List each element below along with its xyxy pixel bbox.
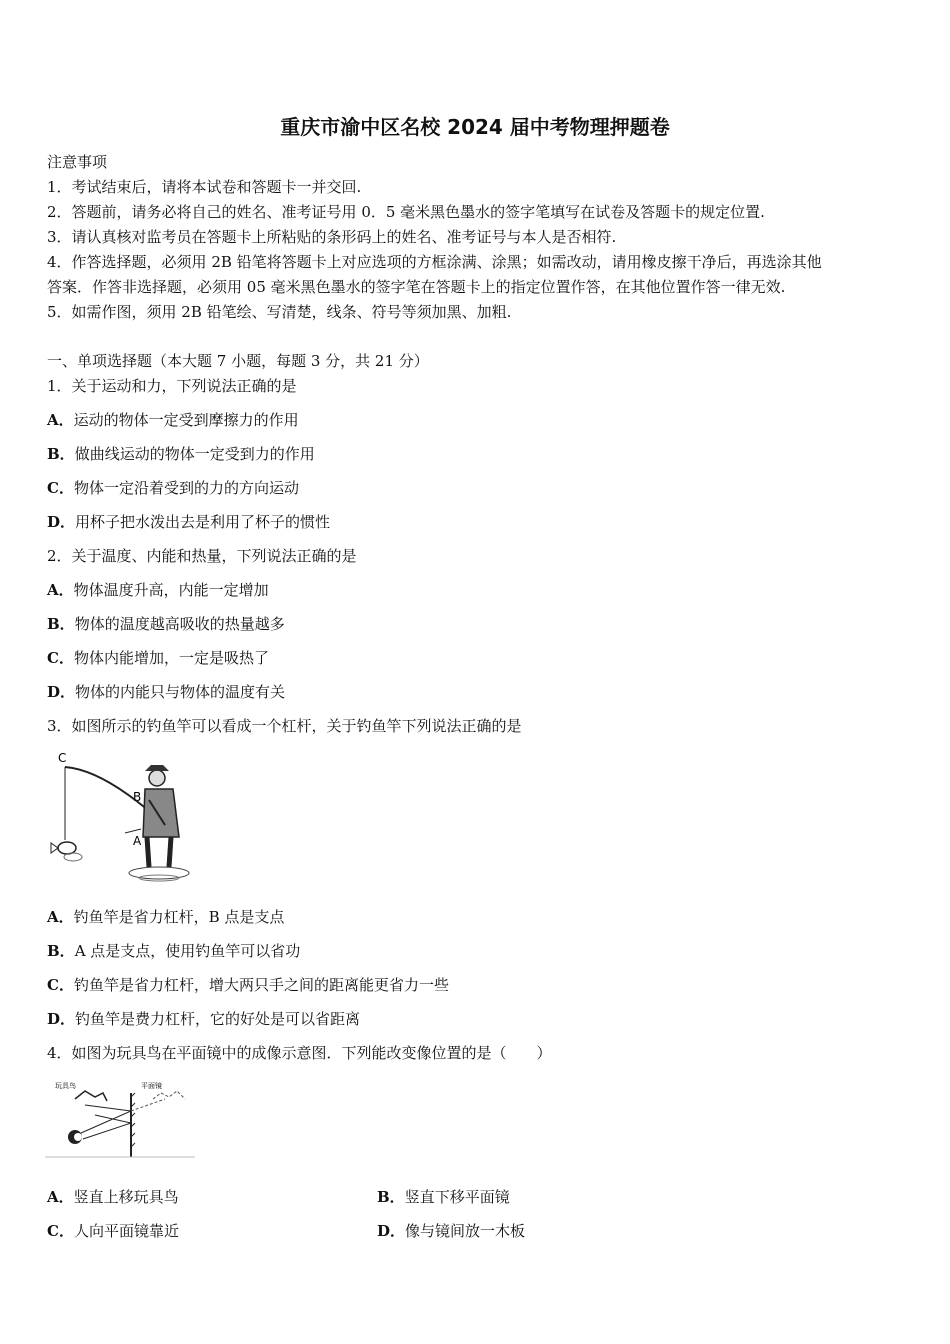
q2-option-a: A．物体温度升高，内能一定增加	[47, 581, 269, 599]
figure-label-b: B	[133, 790, 142, 804]
q3-option-a: A．钓鱼竿是省力杠杆，B 点是支点	[47, 908, 285, 926]
q4-option-a: A．竖直上移玩具鸟	[47, 1188, 179, 1206]
notice-heading: 注意事项	[47, 153, 108, 171]
q2-option-d: D．物体的内能只与物体的温度有关	[47, 683, 286, 701]
notice-item: 2．答题前，请务必将自己的姓名、准考证号用 0．5 毫米黑色墨水的签字笔填写在试卷及答题卡的规定位置.	[47, 203, 765, 221]
q4-option-d: D．像与镜间放一木板	[377, 1222, 526, 1240]
page-title: 重庆市渝中区名校 2024 届中考物理押题卷	[280, 115, 670, 139]
q1-option-a: A．运动的物体一定受到摩擦力的作用	[47, 411, 299, 429]
q1-option-c: C．物体一定沿着受到的力的方向运动	[47, 479, 299, 497]
toy-bird-icon	[75, 1091, 107, 1101]
fisherman-body	[143, 789, 179, 837]
notice-item: 4．作答选择题，必须用 2B 铅笔将答题卡上对应选项的方框涂满、涂黑；如需改动，请用橡皮擦干净后，再选涂其他	[47, 253, 822, 271]
notice-item: 1．考试结束后，请将本试卷和答题卡一并交回.	[47, 178, 362, 196]
hat	[145, 765, 169, 771]
q4-option-c: C．人向平面镜靠近	[47, 1222, 179, 1240]
fish-icon	[58, 842, 76, 854]
figure-label-mirror: 平面镜	[141, 1082, 162, 1090]
q3-option-b: B．A 点是支点，使用钓鱼竿可以省功	[47, 942, 301, 960]
bird-image-icon	[153, 1091, 185, 1099]
figure-label-c: C	[58, 751, 67, 765]
notice-item: 3．请认真核对监考员在答题卡上所粘贴的条形码上的姓名、准考证号与本人是否相符.	[47, 228, 617, 246]
q3-option-d: D．钓鱼竿是费力杠杆，它的好处是可以省距离	[47, 1010, 361, 1028]
figure-label-a: A	[133, 834, 142, 848]
q3-option-c: C．钓鱼竿是省力杠杆，增大两只手之间的距离能更省力一些	[47, 976, 449, 994]
fishing-rod-figure	[45, 745, 195, 890]
question-2-stem: 2．关于温度、内能和热量，下列说法正确的是	[47, 547, 357, 565]
question-3-stem: 3．如图所示的钓鱼竿可以看成一个杠杆，关于钓鱼竿下列说法正确的是	[47, 717, 522, 735]
q2-option-c: C．物体内能增加，一定是吸热了	[47, 649, 269, 667]
section-heading: 一、单项选择题（本大题 7 小题，每题 3 分，共 21 分）	[47, 352, 429, 370]
fisherman-head	[149, 770, 165, 786]
q1-option-d: D．用杯子把水泼出去是利用了杯子的惯性	[47, 513, 331, 531]
notice-item: 5．如需作图，须用 2B 铅笔绘、写清楚，线条、符号等须加黑、加粗.	[47, 303, 512, 321]
notice-item: 答案．作答非选择题，必须用 05 毫米黑色墨水的签字笔在答题卡上的指定位置作答，在其他位置作答一律无效.	[47, 278, 786, 296]
question-4-stem: 4．如图为玩具鸟在平面镜中的成像示意图．下列能改变像位置的是（ ）	[47, 1044, 552, 1062]
q2-option-b: B．物体的温度越高吸收的热量越多	[47, 615, 285, 633]
figure-label-toy-bird: 玩具鸟	[55, 1082, 76, 1090]
mirror-figure	[45, 1075, 195, 1165]
q1-option-b: B．做曲线运动的物体一定受到力的作用	[47, 445, 315, 463]
question-1-stem: 1．关于运动和力，下列说法正确的是	[47, 377, 297, 395]
q4-option-b: B．竖直下移平面镜	[377, 1188, 510, 1206]
